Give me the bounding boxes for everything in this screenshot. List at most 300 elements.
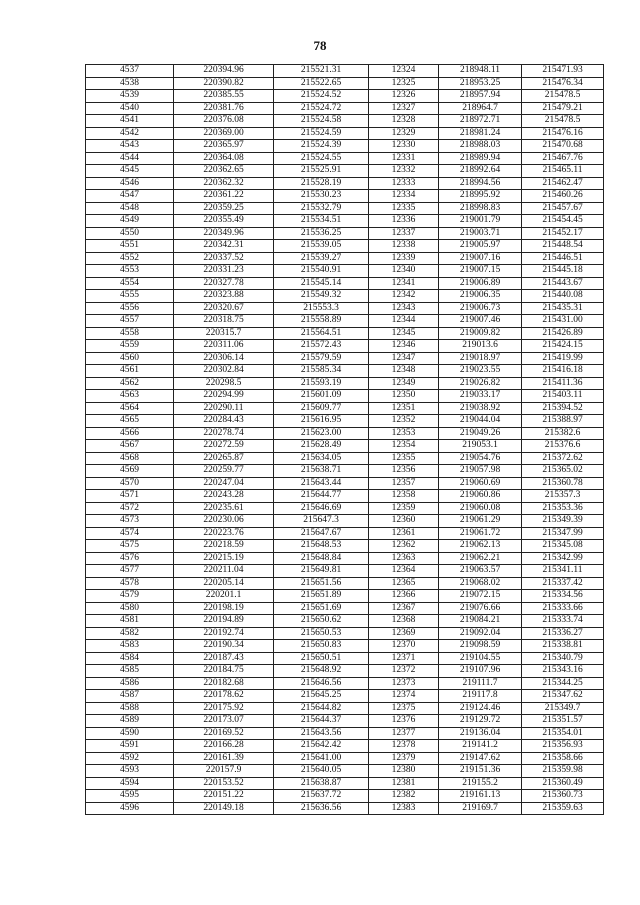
y-coordinate-cell: 215648.84 <box>274 552 369 565</box>
x-coordinate-cell: 220178.62 <box>174 690 274 703</box>
point-number-cell: 4587 <box>86 690 174 703</box>
table-row <box>86 415 604 428</box>
point-number-2-cell: 12356 <box>369 465 439 478</box>
y-coordinate-cell: 215636.56 <box>274 802 369 815</box>
point-number-cell: 4555 <box>86 290 174 303</box>
point-number-2-cell: 12365 <box>369 577 439 590</box>
y-coordinate-2-cell: 215344.25 <box>522 677 604 690</box>
x-coordinate-cell: 220376.08 <box>174 115 274 128</box>
y-coordinate-2-cell: 215431.00 <box>522 315 604 328</box>
y-coordinate-2-cell: 215467.76 <box>522 152 604 165</box>
y-coordinate-2-cell: 215333.66 <box>522 602 604 615</box>
point-number-cell: 4575 <box>86 540 174 553</box>
point-number-2-cell: 12371 <box>369 652 439 665</box>
y-coordinate-cell: 215532.79 <box>274 202 369 215</box>
point-number-cell: 4549 <box>86 215 174 228</box>
point-number-cell: 4543 <box>86 140 174 153</box>
point-number-2-cell: 12376 <box>369 715 439 728</box>
x-coordinate-cell: 220157.9 <box>174 765 274 778</box>
y-coordinate-cell: 215579.59 <box>274 352 369 365</box>
point-number-cell: 4541 <box>86 115 174 128</box>
x-coordinate-2-cell: 219063.57 <box>439 565 522 578</box>
point-number-2-cell: 12342 <box>369 290 439 303</box>
y-coordinate-cell: 215650.53 <box>274 627 369 640</box>
y-coordinate-cell: 215585.34 <box>274 365 369 378</box>
table-row <box>86 627 604 640</box>
table-row <box>86 740 604 753</box>
point-number-cell: 4546 <box>86 177 174 190</box>
x-coordinate-2-cell: 218992.64 <box>439 165 522 178</box>
point-number-2-cell: 12359 <box>369 502 439 515</box>
y-coordinate-cell: 215640.05 <box>274 765 369 778</box>
point-number-cell: 4547 <box>86 190 174 203</box>
y-coordinate-2-cell: 215457.67 <box>522 202 604 215</box>
x-coordinate-2-cell: 219098.59 <box>439 640 522 653</box>
point-number-cell: 4548 <box>86 202 174 215</box>
y-coordinate-cell: 215645.25 <box>274 690 369 703</box>
y-coordinate-2-cell: 215342.99 <box>522 552 604 565</box>
x-coordinate-2-cell: 219003.71 <box>439 227 522 240</box>
point-number-2-cell: 12367 <box>369 602 439 615</box>
y-coordinate-cell: 215628.49 <box>274 440 369 453</box>
x-coordinate-2-cell: 219076.66 <box>439 602 522 615</box>
table-row <box>86 615 604 628</box>
x-coordinate-cell: 220315.7 <box>174 327 274 340</box>
point-number-2-cell: 12343 <box>369 302 439 315</box>
x-coordinate-cell: 220243.28 <box>174 490 274 503</box>
point-number-2-cell: 12345 <box>369 327 439 340</box>
y-coordinate-2-cell: 215403.11 <box>522 390 604 403</box>
x-coordinate-2-cell: 219104.55 <box>439 652 522 665</box>
x-coordinate-cell: 220182.68 <box>174 677 274 690</box>
table-row <box>86 690 604 703</box>
x-coordinate-2-cell: 219111.7 <box>439 677 522 690</box>
point-number-cell: 4553 <box>86 265 174 278</box>
table-row <box>86 327 604 340</box>
y-coordinate-2-cell: 215446.51 <box>522 252 604 265</box>
point-number-2-cell: 12347 <box>369 352 439 365</box>
y-coordinate-2-cell: 215443.67 <box>522 277 604 290</box>
y-coordinate-2-cell: 215340.79 <box>522 652 604 665</box>
x-coordinate-2-cell: 219161.13 <box>439 790 522 803</box>
x-coordinate-cell: 220215.19 <box>174 552 274 565</box>
x-coordinate-2-cell: 219023.55 <box>439 365 522 378</box>
point-number-2-cell: 12355 <box>369 452 439 465</box>
point-number-2-cell: 12351 <box>369 402 439 415</box>
x-coordinate-cell: 220272.59 <box>174 440 274 453</box>
x-coordinate-cell: 220190.34 <box>174 640 274 653</box>
x-coordinate-cell: 220265.87 <box>174 452 274 465</box>
x-coordinate-2-cell: 219006.89 <box>439 277 522 290</box>
x-coordinate-2-cell: 218964.7 <box>439 102 522 115</box>
x-coordinate-cell: 220365.97 <box>174 140 274 153</box>
table-row <box>86 390 604 403</box>
x-coordinate-cell: 220394.96 <box>174 65 274 78</box>
table-row <box>86 265 604 278</box>
table-row <box>86 402 604 415</box>
point-number-2-cell: 12363 <box>369 552 439 565</box>
x-coordinate-2-cell: 219169.7 <box>439 802 522 815</box>
table-row <box>86 452 604 465</box>
y-coordinate-2-cell: 215416.18 <box>522 365 604 378</box>
y-coordinate-cell: 215641.00 <box>274 752 369 765</box>
point-number-cell: 4580 <box>86 602 174 615</box>
x-coordinate-2-cell: 219151.36 <box>439 765 522 778</box>
x-coordinate-2-cell: 219092.04 <box>439 627 522 640</box>
point-number-2-cell: 12380 <box>369 765 439 778</box>
point-number-2-cell: 12334 <box>369 190 439 203</box>
table-row <box>86 427 604 440</box>
point-number-cell: 4588 <box>86 702 174 715</box>
y-coordinate-2-cell: 215360.49 <box>522 777 604 790</box>
y-coordinate-cell: 215534.51 <box>274 215 369 228</box>
table-row <box>86 502 604 515</box>
x-coordinate-cell: 220169.52 <box>174 727 274 740</box>
point-number-2-cell: 12360 <box>369 515 439 528</box>
point-number-2-cell: 12348 <box>369 365 439 378</box>
point-number-2-cell: 12349 <box>369 377 439 390</box>
x-coordinate-2-cell: 219049.26 <box>439 427 522 440</box>
table-row <box>86 677 604 690</box>
x-coordinate-cell: 220187.43 <box>174 652 274 665</box>
x-coordinate-2-cell: 219007.15 <box>439 265 522 278</box>
point-number-cell: 4542 <box>86 127 174 140</box>
point-number-2-cell: 12352 <box>369 415 439 428</box>
y-coordinate-2-cell: 215478.5 <box>522 90 604 103</box>
x-coordinate-2-cell: 219005.97 <box>439 240 522 253</box>
x-coordinate-cell: 220364.08 <box>174 152 274 165</box>
x-coordinate-cell: 220175.92 <box>174 702 274 715</box>
point-number-cell: 4574 <box>86 527 174 540</box>
table-row <box>86 152 604 165</box>
y-coordinate-2-cell: 215476.16 <box>522 127 604 140</box>
x-coordinate-2-cell: 218948.11 <box>439 65 522 78</box>
x-coordinate-2-cell: 218995.92 <box>439 190 522 203</box>
table-row <box>86 565 604 578</box>
y-coordinate-cell: 215637.72 <box>274 790 369 803</box>
coordinates-table-body <box>86 65 604 815</box>
point-number-cell: 4539 <box>86 90 174 103</box>
point-number-cell: 4567 <box>86 440 174 453</box>
x-coordinate-cell: 220198.19 <box>174 602 274 615</box>
point-number-cell: 4569 <box>86 465 174 478</box>
y-coordinate-cell: 215649.81 <box>274 565 369 578</box>
point-number-cell: 4538 <box>86 77 174 90</box>
table-row <box>86 277 604 290</box>
point-number-cell: 4591 <box>86 740 174 753</box>
point-number-cell: 4537 <box>86 65 174 78</box>
y-coordinate-cell: 215644.37 <box>274 715 369 728</box>
y-coordinate-cell: 215524.58 <box>274 115 369 128</box>
point-number-cell: 4566 <box>86 427 174 440</box>
y-coordinate-2-cell: 215354.01 <box>522 727 604 740</box>
x-coordinate-cell: 220161.39 <box>174 752 274 765</box>
point-number-2-cell: 12344 <box>369 315 439 328</box>
y-coordinate-2-cell: 215372.62 <box>522 452 604 465</box>
point-number-2-cell: 12335 <box>369 202 439 215</box>
x-coordinate-2-cell: 218988.03 <box>439 140 522 153</box>
y-coordinate-cell: 215650.83 <box>274 640 369 653</box>
table-row <box>86 665 604 678</box>
x-coordinate-cell: 220194.89 <box>174 615 274 628</box>
x-coordinate-cell: 220302.84 <box>174 365 274 378</box>
point-number-2-cell: 12379 <box>369 752 439 765</box>
y-coordinate-cell: 215646.56 <box>274 677 369 690</box>
point-number-cell: 4540 <box>86 102 174 115</box>
x-coordinate-cell: 220323.88 <box>174 290 274 303</box>
x-coordinate-cell: 220369.00 <box>174 127 274 140</box>
table-row <box>86 302 604 315</box>
y-coordinate-2-cell: 215358.66 <box>522 752 604 765</box>
point-number-2-cell: 12382 <box>369 790 439 803</box>
x-coordinate-2-cell: 219038.92 <box>439 402 522 415</box>
table-row <box>86 252 604 265</box>
point-number-cell: 4596 <box>86 802 174 815</box>
x-coordinate-2-cell: 219061.29 <box>439 515 522 528</box>
table-row <box>86 290 604 303</box>
y-coordinate-cell: 215545.14 <box>274 277 369 290</box>
x-coordinate-2-cell: 218998.83 <box>439 202 522 215</box>
y-coordinate-2-cell: 215454.45 <box>522 215 604 228</box>
point-number-cell: 4572 <box>86 502 174 515</box>
point-number-2-cell: 12350 <box>369 390 439 403</box>
point-number-cell: 4545 <box>86 165 174 178</box>
point-number-2-cell: 12333 <box>369 177 439 190</box>
y-coordinate-2-cell: 215349.7 <box>522 702 604 715</box>
y-coordinate-2-cell: 215359.63 <box>522 802 604 815</box>
point-number-cell: 4577 <box>86 565 174 578</box>
point-number-2-cell: 12340 <box>369 265 439 278</box>
y-coordinate-cell: 215524.52 <box>274 90 369 103</box>
x-coordinate-2-cell: 219007.16 <box>439 252 522 265</box>
x-coordinate-cell: 220320.67 <box>174 302 274 315</box>
y-coordinate-2-cell: 215471.93 <box>522 65 604 78</box>
table-row <box>86 90 604 103</box>
point-number-2-cell: 12362 <box>369 540 439 553</box>
x-coordinate-2-cell: 218957.94 <box>439 90 522 103</box>
x-coordinate-cell: 220223.76 <box>174 527 274 540</box>
x-coordinate-2-cell: 219060.69 <box>439 477 522 490</box>
x-coordinate-cell: 220149.18 <box>174 802 274 815</box>
y-coordinate-2-cell: 215336.27 <box>522 627 604 640</box>
y-coordinate-2-cell: 215359.98 <box>522 765 604 778</box>
y-coordinate-2-cell: 215462.47 <box>522 177 604 190</box>
x-coordinate-cell: 220153.52 <box>174 777 274 790</box>
x-coordinate-2-cell: 219072.15 <box>439 590 522 603</box>
point-number-cell: 4582 <box>86 627 174 640</box>
table-row <box>86 315 604 328</box>
table-row <box>86 515 604 528</box>
table-row <box>86 340 604 353</box>
x-coordinate-cell: 220361.22 <box>174 190 274 203</box>
x-coordinate-2-cell: 218989.94 <box>439 152 522 165</box>
point-number-cell: 4595 <box>86 790 174 803</box>
x-coordinate-2-cell: 218972.71 <box>439 115 522 128</box>
y-coordinate-2-cell: 215338.81 <box>522 640 604 653</box>
table-row <box>86 465 604 478</box>
point-number-2-cell: 12332 <box>369 165 439 178</box>
x-coordinate-cell: 220355.49 <box>174 215 274 228</box>
table-row <box>86 727 604 740</box>
y-coordinate-2-cell: 215419.99 <box>522 352 604 365</box>
y-coordinate-cell: 215536.25 <box>274 227 369 240</box>
point-number-cell: 4589 <box>86 715 174 728</box>
table-row <box>86 527 604 540</box>
point-number-2-cell: 12374 <box>369 690 439 703</box>
y-coordinate-cell: 215651.69 <box>274 602 369 615</box>
y-coordinate-cell: 215643.44 <box>274 477 369 490</box>
point-number-cell: 4561 <box>86 365 174 378</box>
y-coordinate-2-cell: 215356.93 <box>522 740 604 753</box>
x-coordinate-cell: 220201.1 <box>174 590 274 603</box>
x-coordinate-cell: 220359.25 <box>174 202 274 215</box>
y-coordinate-cell: 215646.69 <box>274 502 369 515</box>
x-coordinate-2-cell: 219061.72 <box>439 527 522 540</box>
y-coordinate-cell: 215644.82 <box>274 702 369 715</box>
x-coordinate-cell: 220284.43 <box>174 415 274 428</box>
table-row <box>86 540 604 553</box>
point-number-cell: 4565 <box>86 415 174 428</box>
y-coordinate-cell: 215539.05 <box>274 240 369 253</box>
x-coordinate-cell: 220318.75 <box>174 315 274 328</box>
x-coordinate-cell: 220362.65 <box>174 165 274 178</box>
table-row <box>86 477 604 490</box>
x-coordinate-2-cell: 219001.79 <box>439 215 522 228</box>
y-coordinate-2-cell: 215452.17 <box>522 227 604 240</box>
y-coordinate-2-cell: 215357.3 <box>522 490 604 503</box>
point-number-2-cell: 12346 <box>369 340 439 353</box>
page-number: 78 <box>313 38 327 53</box>
y-coordinate-2-cell: 215465.11 <box>522 165 604 178</box>
y-coordinate-cell: 215525.91 <box>274 165 369 178</box>
x-coordinate-cell: 220385.55 <box>174 90 274 103</box>
y-coordinate-cell: 215623.00 <box>274 427 369 440</box>
x-coordinate-cell: 220306.14 <box>174 352 274 365</box>
x-coordinate-2-cell: 219117.8 <box>439 690 522 703</box>
point-number-2-cell: 12364 <box>369 565 439 578</box>
x-coordinate-cell: 220294.99 <box>174 390 274 403</box>
point-number-cell: 4554 <box>86 277 174 290</box>
y-coordinate-cell: 215648.53 <box>274 540 369 553</box>
x-coordinate-cell: 220218.59 <box>174 540 274 553</box>
y-coordinate-cell: 215601.09 <box>274 390 369 403</box>
x-coordinate-cell: 220381.76 <box>174 102 274 115</box>
table-row <box>86 490 604 503</box>
x-coordinate-cell: 220211.04 <box>174 565 274 578</box>
point-number-cell: 4559 <box>86 340 174 353</box>
x-coordinate-2-cell: 218981.24 <box>439 127 522 140</box>
x-coordinate-cell: 220311.06 <box>174 340 274 353</box>
y-coordinate-2-cell: 215343.16 <box>522 665 604 678</box>
y-coordinate-2-cell: 215382.6 <box>522 427 604 440</box>
point-number-2-cell: 12378 <box>369 740 439 753</box>
y-coordinate-2-cell: 215476.34 <box>522 77 604 90</box>
y-coordinate-2-cell: 215360.73 <box>522 790 604 803</box>
y-coordinate-cell: 215648.92 <box>274 665 369 678</box>
point-number-cell: 4590 <box>86 727 174 740</box>
table-row <box>86 65 604 78</box>
table-row <box>86 377 604 390</box>
point-number-2-cell: 12324 <box>369 65 439 78</box>
x-coordinate-2-cell: 219141.2 <box>439 740 522 753</box>
point-number-2-cell: 12383 <box>369 802 439 815</box>
point-number-2-cell: 12338 <box>369 240 439 253</box>
y-coordinate-2-cell: 215337.42 <box>522 577 604 590</box>
y-coordinate-2-cell: 215478.5 <box>522 115 604 128</box>
y-coordinate-cell: 215647.67 <box>274 527 369 540</box>
table-row <box>86 227 604 240</box>
table-row <box>86 765 604 778</box>
point-number-cell: 4571 <box>86 490 174 503</box>
x-coordinate-2-cell: 218953.25 <box>439 77 522 90</box>
y-coordinate-cell: 215530.23 <box>274 190 369 203</box>
point-number-2-cell: 12331 <box>369 152 439 165</box>
point-number-cell: 4584 <box>86 652 174 665</box>
y-coordinate-2-cell: 215365.02 <box>522 465 604 478</box>
x-coordinate-cell: 220247.04 <box>174 477 274 490</box>
y-coordinate-2-cell: 215341.11 <box>522 565 604 578</box>
x-coordinate-2-cell: 219084.21 <box>439 615 522 628</box>
table-row <box>86 240 604 253</box>
point-number-2-cell: 12325 <box>369 77 439 90</box>
y-coordinate-cell: 215650.62 <box>274 615 369 628</box>
y-coordinate-2-cell: 215460.26 <box>522 190 604 203</box>
y-coordinate-cell: 215558.89 <box>274 315 369 328</box>
point-number-2-cell: 12368 <box>369 615 439 628</box>
point-number-cell: 4570 <box>86 477 174 490</box>
point-number-2-cell: 12327 <box>369 102 439 115</box>
y-coordinate-cell: 215522.65 <box>274 77 369 90</box>
y-coordinate-cell: 215616.95 <box>274 415 369 428</box>
x-coordinate-cell: 220205.14 <box>174 577 274 590</box>
y-coordinate-2-cell: 215470.68 <box>522 140 604 153</box>
y-coordinate-2-cell: 215334.56 <box>522 590 604 603</box>
x-coordinate-2-cell: 219006.73 <box>439 302 522 315</box>
table-row <box>86 640 604 653</box>
table-row <box>86 715 604 728</box>
x-coordinate-cell: 220173.07 <box>174 715 274 728</box>
table-row <box>86 552 604 565</box>
x-coordinate-2-cell: 219026.82 <box>439 377 522 390</box>
x-coordinate-2-cell: 219147.62 <box>439 752 522 765</box>
x-coordinate-2-cell: 219136.04 <box>439 727 522 740</box>
table-row <box>86 140 604 153</box>
point-number-cell: 4576 <box>86 552 174 565</box>
table-row <box>86 777 604 790</box>
point-number-2-cell: 12330 <box>369 140 439 153</box>
y-coordinate-2-cell: 215388.97 <box>522 415 604 428</box>
y-coordinate-cell: 215644.77 <box>274 490 369 503</box>
y-coordinate-cell: 215651.89 <box>274 590 369 603</box>
point-number-cell: 4583 <box>86 640 174 653</box>
point-number-cell: 4556 <box>86 302 174 315</box>
point-number-2-cell: 12366 <box>369 590 439 603</box>
point-number-cell: 4552 <box>86 252 174 265</box>
x-coordinate-cell: 220235.61 <box>174 502 274 515</box>
point-number-cell: 4562 <box>86 377 174 390</box>
table-row <box>86 127 604 140</box>
table-row <box>86 77 604 90</box>
y-coordinate-2-cell: 215411.36 <box>522 377 604 390</box>
table-row <box>86 802 604 815</box>
x-coordinate-cell: 220192.74 <box>174 627 274 640</box>
table-row <box>86 215 604 228</box>
y-coordinate-cell: 215528.19 <box>274 177 369 190</box>
y-coordinate-2-cell: 215351.57 <box>522 715 604 728</box>
x-coordinate-cell: 220298.5 <box>174 377 274 390</box>
y-coordinate-cell: 215650.51 <box>274 652 369 665</box>
point-number-cell: 4550 <box>86 227 174 240</box>
